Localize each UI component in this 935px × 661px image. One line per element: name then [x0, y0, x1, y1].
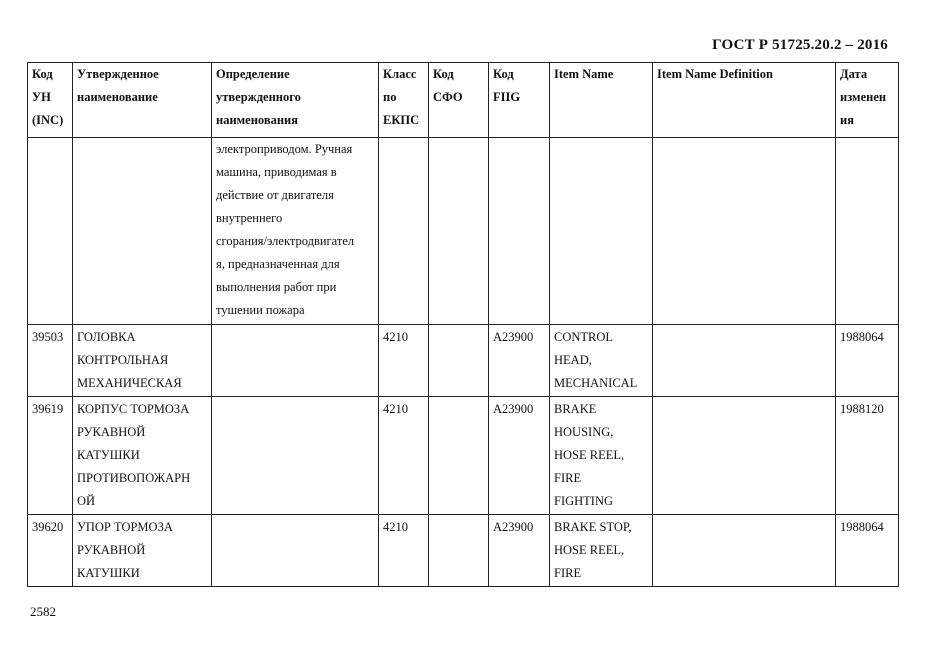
cell-item-name-definition — [653, 138, 836, 325]
cell-item-name-definition — [653, 325, 836, 397]
table-row — [28, 397, 899, 515]
column-header-approved-name: Утвержденное наименование — [73, 63, 212, 138]
cell-ekps-class: 4210 — [379, 515, 429, 587]
table-row — [28, 138, 899, 325]
column-header-ekps-class: Класс по ЕКПС — [379, 63, 429, 138]
cell-definition: электроприводом. Ручная машина, приводимая в действие от двигателя внутреннего сгорания/электродвигател я, предназначенная для выполнения работ при тушении пожара — [212, 138, 379, 325]
cell-sfo-code — [429, 325, 489, 397]
column-header-fiig-code: Код FIIG — [489, 63, 550, 138]
cell-item-name: CONTROL HEAD, MECHANICAL — [550, 325, 653, 397]
cell-item-name: BRAKE STOP, HOSE REEL, FIRE — [550, 515, 653, 587]
column-header-item-name-definition: Item Name Definition — [653, 63, 836, 138]
cell-ekps-class: 4210 — [379, 325, 429, 397]
cell-approved-name: УПОР ТОРМОЗА РУКАВНОЙ КАТУШКИ — [73, 515, 212, 587]
column-header-inc: Код УН (INC) — [28, 63, 73, 138]
cell-item-name-definition — [653, 397, 836, 515]
cell-definition — [212, 515, 379, 587]
cell-inc: 39503 — [28, 325, 73, 397]
cell-inc: 39620 — [28, 515, 73, 587]
cell-ekps-class: 4210 — [379, 397, 429, 515]
cell-fiig-code: A23900 — [489, 515, 550, 587]
cell-approved-name: ГОЛОВКА КОНТРОЛЬНАЯ МЕХАНИЧЕСКАЯ — [73, 325, 212, 397]
table-header-row — [28, 63, 899, 138]
cell-change-date: 1988064 — [836, 515, 899, 587]
cell-item-name — [550, 138, 653, 325]
cell-sfo-code — [429, 397, 489, 515]
table-row — [28, 325, 899, 397]
table-row — [28, 515, 899, 587]
column-header-item-name: Item Name — [550, 63, 653, 138]
cell-fiig-code: A23900 — [489, 325, 550, 397]
document-code: ГОСТ Р 51725.20.2 – 2016 — [712, 37, 888, 53]
cell-item-name-definition — [653, 515, 836, 587]
cell-change-date: 1988064 — [836, 325, 899, 397]
cell-ekps-class — [379, 138, 429, 325]
cell-change-date: 1988120 — [836, 397, 899, 515]
cell-fiig-code: A23900 — [489, 397, 550, 515]
page-number: 2582 — [30, 604, 56, 619]
column-header-sfo-code: Код СФО — [429, 63, 489, 138]
cell-fiig-code — [489, 138, 550, 325]
cell-change-date — [836, 138, 899, 325]
column-header-change-date: Дата изменен ия — [836, 63, 899, 138]
cell-sfo-code — [429, 138, 489, 325]
registry-table — [27, 62, 899, 587]
cell-inc: 39619 — [28, 397, 73, 515]
cell-approved-name: КОРПУС ТОРМОЗА РУКАВНОЙ КАТУШКИ ПРОТИВОПОЖАРН ОЙ — [73, 397, 212, 515]
cell-definition — [212, 397, 379, 515]
cell-item-name: BRAKE HOUSING, HOSE REEL, FIRE FIGHTING — [550, 397, 653, 515]
cell-definition — [212, 325, 379, 397]
cell-approved-name — [73, 138, 212, 325]
column-header-definition: Определение утвержденного наименования — [212, 63, 379, 138]
cell-inc — [28, 138, 73, 325]
cell-sfo-code — [429, 515, 489, 587]
